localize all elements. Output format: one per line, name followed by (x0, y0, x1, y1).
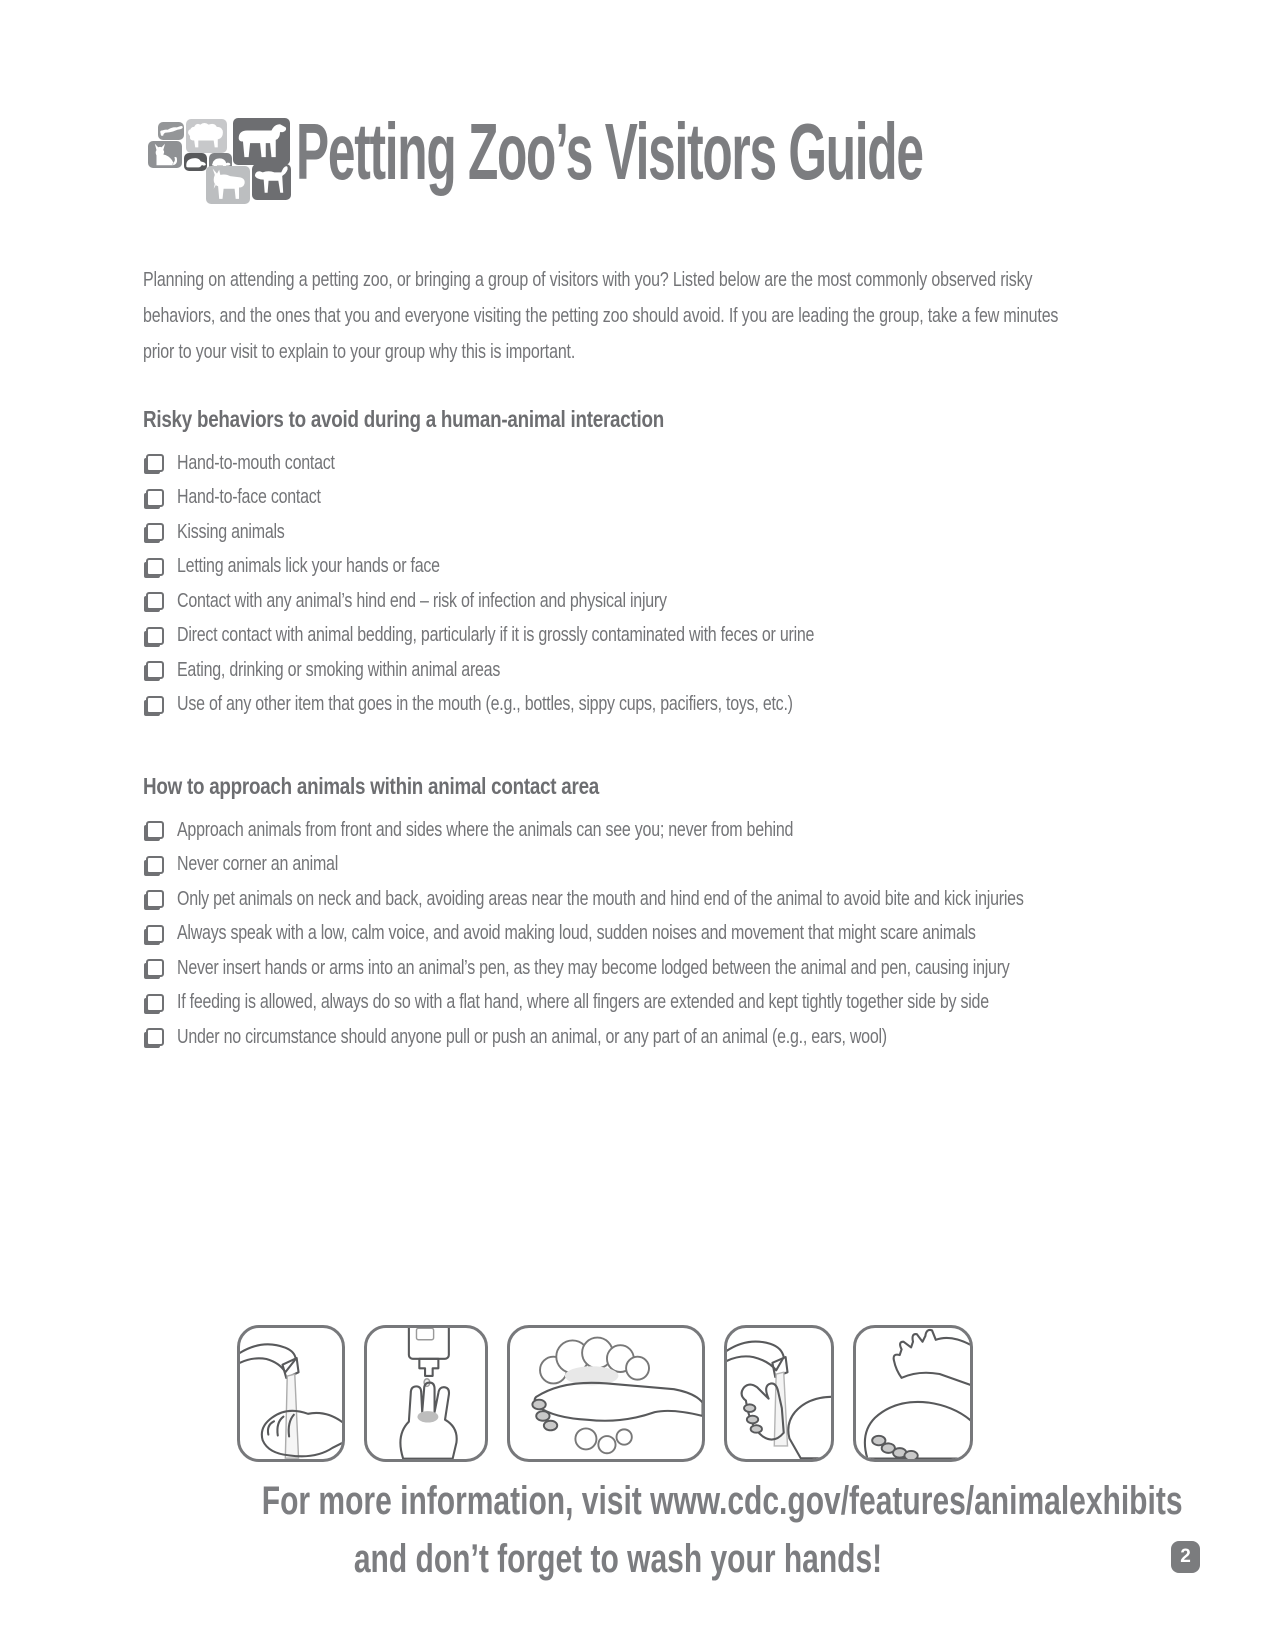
checkbox-icon[interactable] (146, 454, 164, 472)
checkbox-icon[interactable] (146, 627, 164, 645)
logo-tile-sheep (186, 119, 227, 153)
logo-tile-cat (148, 141, 182, 168)
handwash-step-dry-hands (853, 1325, 973, 1462)
armadillo-icon (184, 153, 207, 171)
checkbox-icon[interactable] (146, 890, 164, 908)
wet-hands-under-faucet-icon (240, 1328, 342, 1459)
checklist-item (143, 584, 974, 619)
cdc-url-link[interactable]: www.cdc.gov/features/animalexhibits (650, 1479, 1183, 1523)
section-heading: How to approach animals within animal contact area (143, 773, 600, 799)
handwash-step-rinse (724, 1325, 834, 1462)
checklist-item-label: Under no circumstance should anyone pull or push an animal, or any part of an animal (e.g., ears, wool) (177, 1025, 887, 1048)
page-title: Petting Zoo’s Visitors Guide (296, 107, 923, 196)
checklist-item (143, 688, 974, 723)
checklist-item (143, 917, 1235, 952)
ferret-icon (158, 122, 184, 140)
footer-line1 (261, 1479, 1183, 1523)
checkbox-icon[interactable] (146, 994, 164, 1012)
checklist-item-label: Hand-to-face contact (177, 486, 321, 509)
checklist-item (143, 446, 974, 481)
handwash-step-wet-hands (237, 1325, 345, 1462)
soap-dispenser-icon (367, 1328, 485, 1459)
section-risky-behaviors (143, 406, 974, 722)
checklist-item (143, 619, 974, 654)
checkbox-icon[interactable] (146, 821, 164, 839)
page-number-badge: 2 (1171, 1541, 1200, 1573)
checklist-item (143, 986, 1235, 1021)
checklist-item (143, 515, 974, 550)
checklist-item-label: Approach animals from front and sides where the animals can see you; never from behind (177, 818, 794, 841)
lather-hands-icon (510, 1328, 702, 1459)
sheep-icon (186, 119, 227, 153)
checkbox-icon[interactable] (146, 523, 164, 541)
checklist (143, 446, 974, 722)
checklist-item (143, 481, 974, 516)
checkbox-icon[interactable] (146, 856, 164, 874)
rinse-hands-icon (727, 1328, 831, 1459)
checklist-item (143, 653, 974, 688)
checklist-item-label: Letting animals lick your hands or face (177, 555, 440, 578)
animal-logo (140, 102, 295, 205)
footer-line2: and don’t forget to wash your hands! (353, 1537, 883, 1581)
checklist-item-label: Never insert hands or arms into an animal’s pen, as they may become lodged between the animal and pen, causing injury (177, 956, 1010, 979)
checkbox-icon[interactable] (146, 661, 164, 679)
checkbox-icon[interactable] (146, 959, 164, 977)
logo-tile-cow (233, 118, 290, 165)
checklist-item-label: Direct contact with animal bedding, particularly if it is grossly contaminated with feces or urine (177, 624, 815, 647)
checkbox-icon[interactable] (146, 489, 164, 507)
dog-icon (252, 164, 291, 200)
checklist-item-label: Hand-to-mouth contact (177, 451, 335, 474)
checklist-item-label: Always speak with a low, calm voice, and avoid making loud, sudden noises and movement that might scare animals (177, 922, 976, 945)
checklist-item-label: Use of any other item that goes in the mouth (e.g., bottles, sippy cups, pacifiers, toys, etc.) (177, 693, 793, 716)
checkbox-icon[interactable] (146, 1028, 164, 1046)
checklist-item-label: Contact with any animal’s hind end – risk of infection and physical injury (177, 589, 667, 612)
logo-tile-dog (252, 164, 291, 200)
cow-icon (233, 118, 290, 165)
checklist-item-label: Only pet animals on neck and back, avoiding areas near the mouth and hind end of the animal to avoid bite and kick injuries (177, 887, 1024, 910)
checklist-item (143, 550, 974, 585)
checklist-item-label: Eating, drinking or smoking within animal areas (177, 658, 501, 681)
checklist-item-label: Kissing animals (177, 520, 285, 543)
checkbox-icon[interactable] (146, 592, 164, 610)
handwash-step-lather (507, 1325, 705, 1462)
checkbox-icon[interactable] (146, 696, 164, 714)
rub-dry-hands-icon (856, 1328, 970, 1459)
checklist-item (143, 813, 1235, 848)
checklist-item (143, 1020, 1235, 1055)
checklist-item-label: If feeding is allowed, always do so with a flat hand, where all fingers are extended and kept tightly together side by side (177, 991, 989, 1014)
logo-tile-goat (206, 166, 250, 204)
logo-tile-ferret (158, 122, 184, 140)
checkbox-icon[interactable] (146, 558, 164, 576)
checklist (143, 813, 1235, 1055)
section-how-to-approach (143, 773, 1235, 1055)
section-heading: Risky behaviors to avoid during a human-animal interaction (143, 406, 664, 432)
logo-tile-armadillo (184, 153, 207, 171)
footer (143, 1479, 1183, 1581)
checklist-item (143, 882, 1235, 917)
handwash-steps (237, 1325, 973, 1462)
cat-icon (148, 141, 182, 168)
checkbox-icon[interactable] (146, 925, 164, 943)
handwash-step-apply-soap (364, 1325, 488, 1462)
checklist-item-label: Never corner an animal (177, 853, 339, 876)
footer-line1-text: For more information, visit (261, 1479, 651, 1523)
checklist-item (143, 951, 1235, 986)
checklist-item (143, 848, 1235, 883)
goat-icon (206, 166, 250, 204)
intro-paragraph: Planning on attending a petting zoo, or bringing a group of visitors with you? Listed below are the most commonly observed risky behaviors, and the ones that you and everyone visiting the petting zoo should avoid. If you are leading the group, take a few minutes prior to your visit to explain to your group why this is important. (143, 268, 1059, 363)
